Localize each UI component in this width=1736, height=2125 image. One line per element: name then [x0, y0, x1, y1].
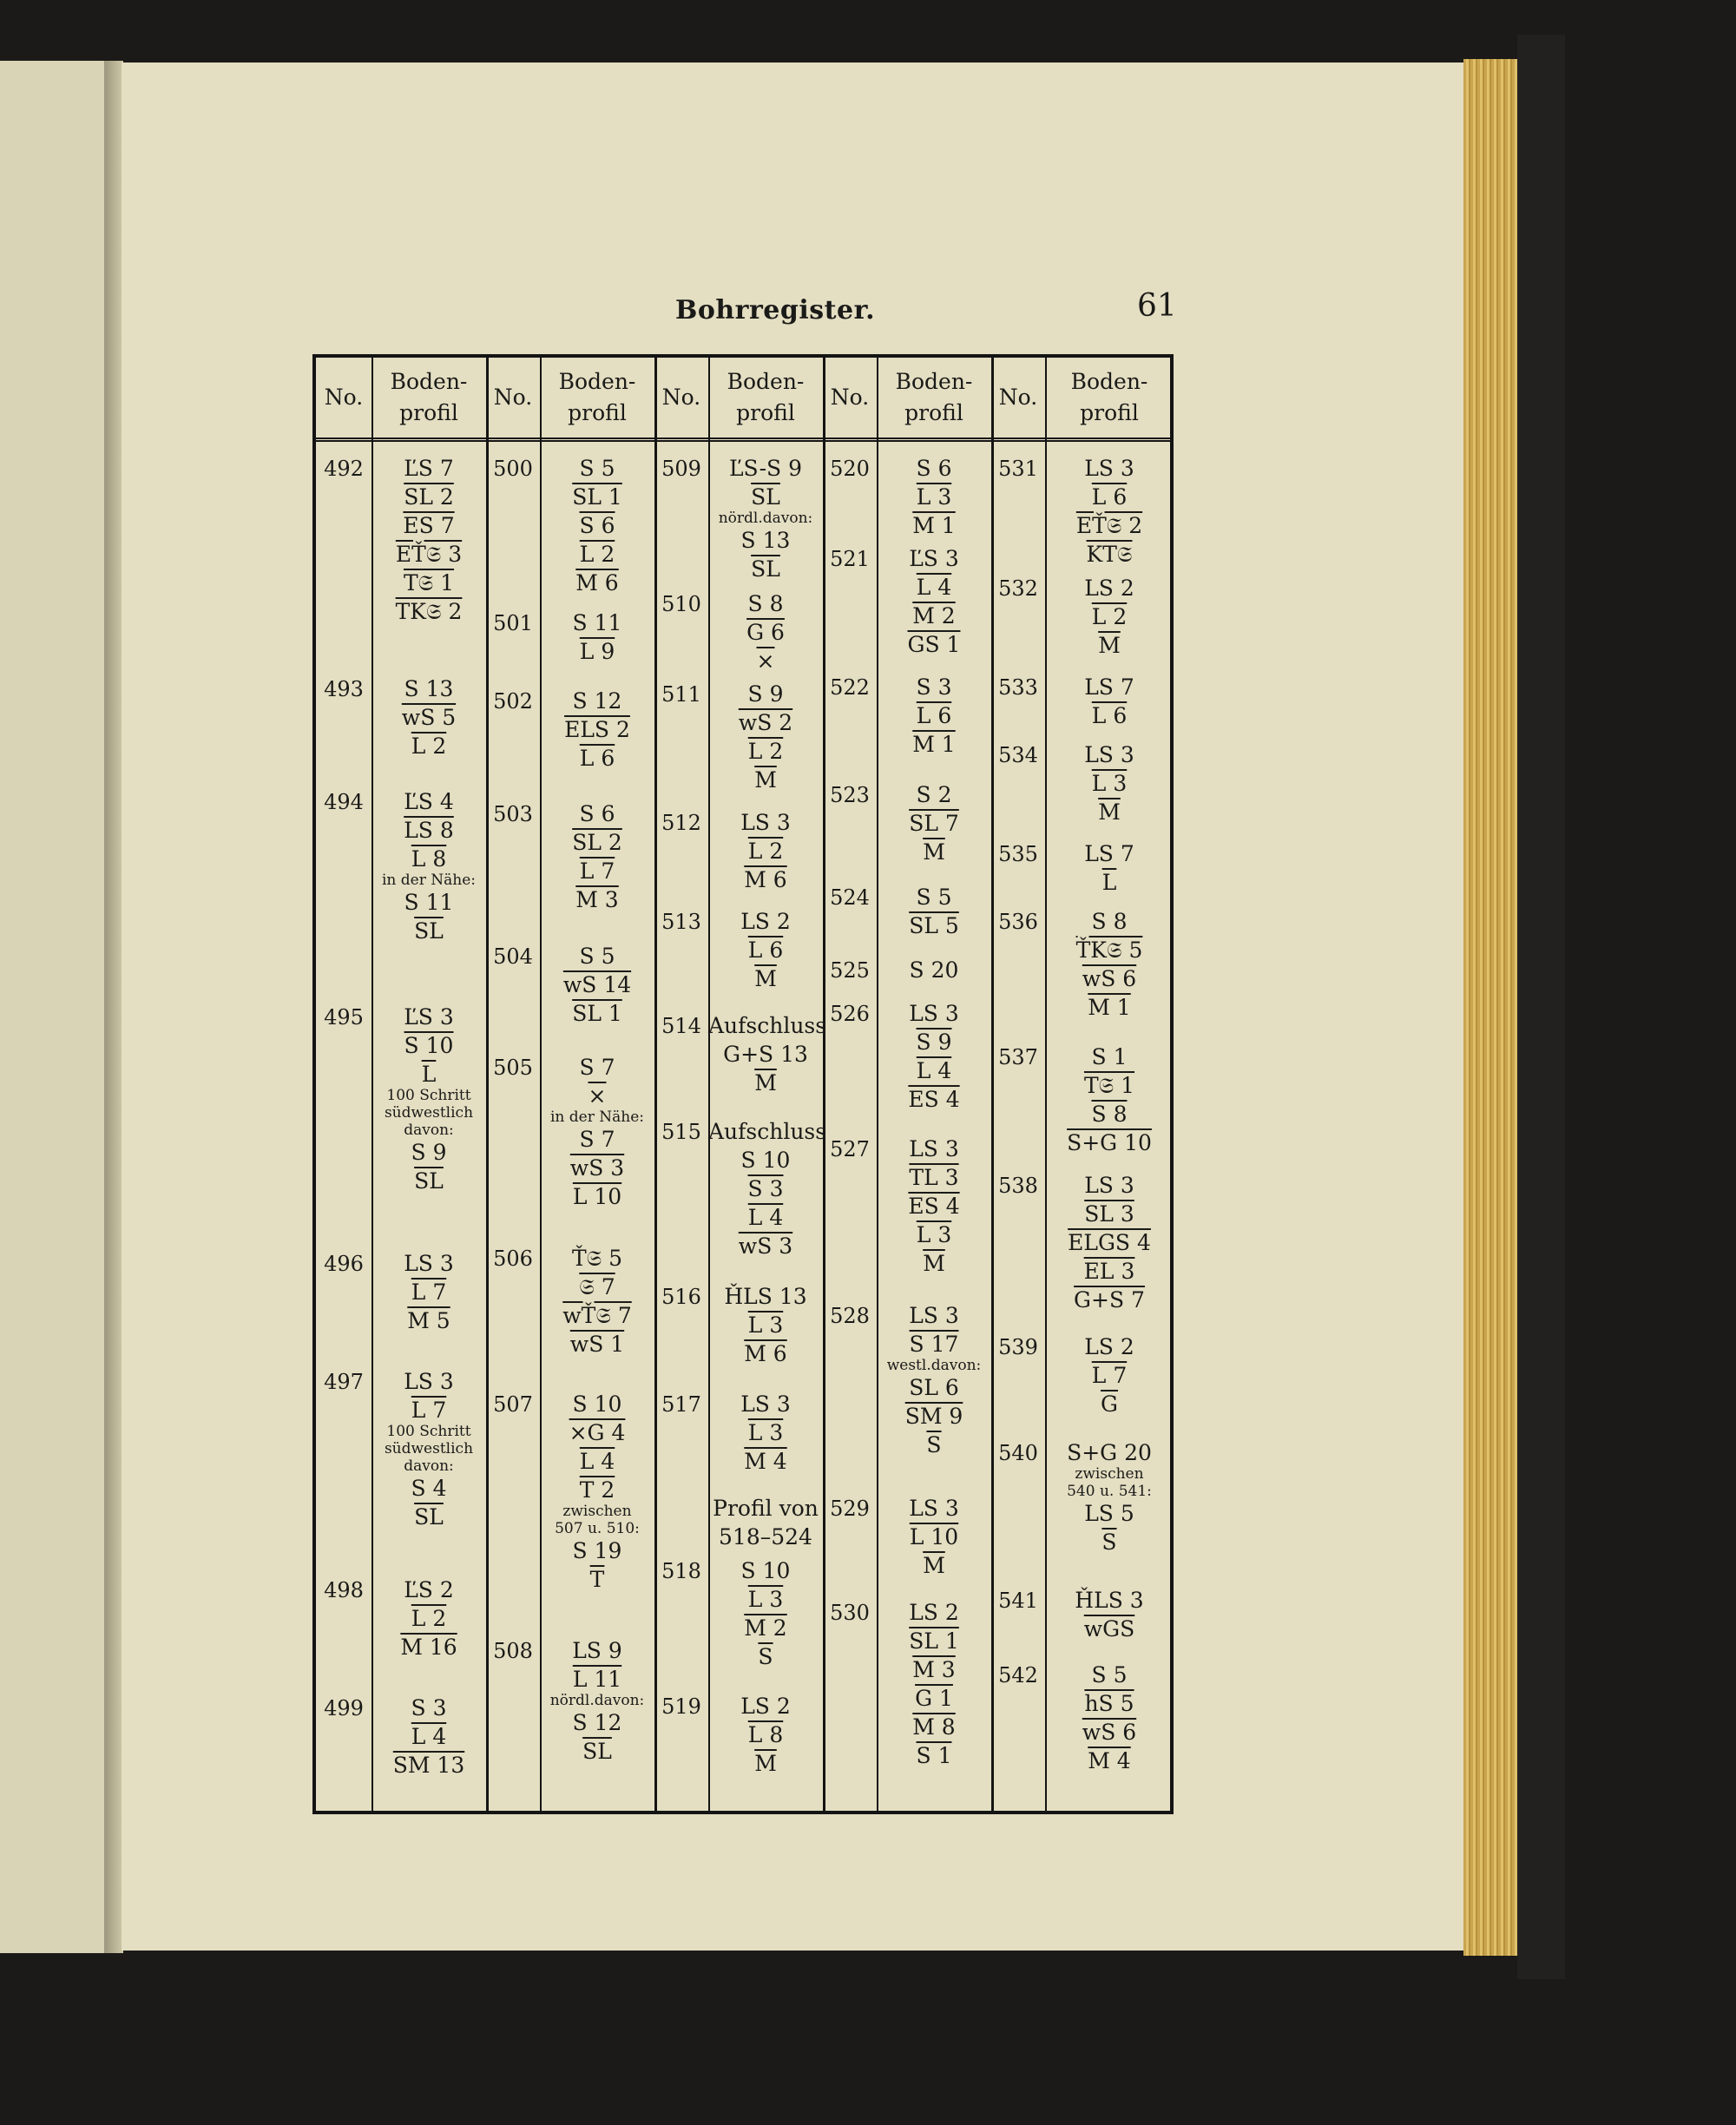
bohrung-number: 499 [324, 1696, 364, 1720]
profile-layer: SL 1 [572, 484, 622, 510]
profile-layer: L 4 [747, 1205, 784, 1230]
profile-layer: S 5 [1091, 1662, 1128, 1688]
profile-layer: TL 3 [909, 1165, 959, 1190]
bohrung-number: 531 [998, 457, 1038, 481]
profile-layer: SL 5 [909, 913, 959, 938]
profile-layer: ĽS 7 [404, 456, 454, 481]
profile-layer: $\overline{M}$ [1098, 799, 1121, 825]
profile-note: nördl.davon: [718, 510, 813, 527]
header-bodenprofil: Boden- profil [1070, 369, 1148, 425]
profile-layer: S 10 [740, 1558, 791, 1583]
column-rule [486, 358, 489, 1811]
header-no: No. [830, 385, 870, 410]
profile-layer: M 2 [744, 1615, 787, 1641]
profile-layer: wS 5 [401, 705, 457, 730]
profile-layer: EŤ𝔖 3 [395, 542, 463, 567]
profile-note: 100 Schritt [386, 1423, 471, 1440]
profile-layer: G+S 13 [723, 1042, 808, 1067]
profile-layer: hS 5 [1084, 1691, 1134, 1716]
profile-layer: SL 7 [909, 811, 959, 836]
profile-layer: SM 13 [392, 1753, 465, 1778]
profile-layer: wS 14 [562, 972, 632, 997]
profile-note: 540 u. 541: [1067, 1483, 1152, 1500]
bohrung-number: 541 [998, 1589, 1038, 1613]
profile-layer: G 6 [746, 620, 785, 645]
profile-layer: ŤK𝔖 5 [1075, 938, 1143, 963]
profile-layer: M 1 [912, 513, 956, 538]
profile-layer: T 2 [579, 1477, 615, 1503]
profile-layer: LS 2 [740, 909, 791, 934]
profile-layer: S 5 [916, 885, 952, 910]
profile-layer: LS 7 [1084, 674, 1134, 700]
profile-layer: $\overline{SL}$ [414, 1168, 444, 1194]
profile-layer: S 17 [909, 1332, 959, 1357]
bohrung-number: 529 [830, 1497, 870, 1521]
profile-layer: S 4 [411, 1476, 447, 1501]
profile-layer: $\overline{SL}$ [751, 556, 780, 582]
profile-layer: L 3 [916, 484, 952, 510]
profile-layer: L 3 [747, 1420, 784, 1445]
profile-layer: S 7 [579, 1055, 615, 1080]
bohrung-number: 496 [324, 1252, 364, 1276]
header-no: No. [493, 385, 533, 410]
profile-layer: SL 6 [909, 1375, 959, 1400]
bohrung-number: 542 [998, 1663, 1038, 1688]
profile-layer: LS 3 [909, 1496, 959, 1521]
bohrung-number: 508 [493, 1639, 533, 1663]
profile-layer: S 1 [916, 1743, 952, 1768]
profile-layer: S 3 [747, 1176, 784, 1201]
profile-layer: S 20 [909, 957, 959, 983]
profile-layer: LS 2 [740, 1694, 791, 1719]
bohrung-number: 511 [661, 682, 701, 707]
profile-layer: $\overline{M}$ [754, 1751, 777, 1776]
profile-layer: S 13 [740, 528, 791, 553]
profile-layer: L 10 [572, 1184, 622, 1209]
bohrung-number: 538 [998, 1174, 1038, 1198]
profile-layer: LS 2 [909, 1600, 959, 1625]
profile-layer: L 2 [747, 839, 784, 864]
profile-layer: L 6 [747, 938, 784, 963]
profile-layer: L 4 [411, 1724, 447, 1749]
bohrung-number: 504 [493, 944, 533, 969]
profile-layer: LS 2 [1084, 1334, 1134, 1359]
profile-note: davon: [404, 1122, 454, 1139]
profile-layer: Aufschluss [708, 1119, 827, 1144]
header-rule [316, 438, 1170, 442]
profile-layer: $\overline{L}$ [421, 1062, 437, 1087]
profile-layer: S 8 [1091, 909, 1128, 934]
profile-layer: ĽS 2 [404, 1577, 454, 1602]
profile-note: zwischen [562, 1503, 632, 1520]
profile-layer: $\overline{S}$ [926, 1432, 942, 1457]
bohrung-number: 527 [830, 1137, 870, 1161]
bohrung-number: 501 [493, 611, 533, 635]
profile-note: südwestlich [384, 1104, 474, 1122]
profile-layer: ×G 4 [569, 1420, 626, 1445]
bohrung-number: 494 [324, 790, 364, 814]
profile-layer: ȞLS 13 [724, 1284, 807, 1309]
profile-layer: S 11 [572, 610, 622, 635]
profile-layer: L 7 [411, 1280, 447, 1305]
profile-layer: S 12 [572, 1710, 622, 1735]
profile-layer: M 4 [1088, 1748, 1131, 1773]
profile-note: nördl.davon: [549, 1692, 645, 1709]
header-bodenprofil: Boden- profil [390, 369, 468, 425]
profile-layer: T𝔖 1 [1083, 1073, 1135, 1098]
profile-layer: $\overline{wGS}$ [1083, 1616, 1135, 1641]
profile-layer: ELS 2 [564, 717, 630, 742]
profile-layer: Ť𝔖 5 [571, 1246, 623, 1271]
bohrung-number: 512 [661, 811, 701, 835]
profile-layer: L 7 [579, 859, 615, 884]
profile-layer: wS 2 [738, 710, 793, 735]
profile-layer: S 7 [579, 1127, 615, 1152]
profile-layer: $\overline{M}$ [754, 767, 777, 793]
bohrung-number: 495 [324, 1005, 364, 1030]
profile-layer: S 9 [916, 1030, 952, 1055]
bohrung-number: 524 [830, 885, 870, 910]
profile-layer: M 2 [912, 603, 956, 628]
profile-layer: SM 9 [904, 1404, 963, 1429]
column-rule [654, 358, 657, 1811]
bohrung-number: 536 [998, 910, 1038, 934]
profile-layer: S 1 [1091, 1044, 1128, 1069]
profile-layer: LS 3 [404, 1251, 454, 1276]
profile-layer: S 10 [572, 1391, 622, 1417]
profile-note: davon: [404, 1457, 454, 1475]
profile-layer: wS 3 [569, 1155, 625, 1181]
bohrung-number: 509 [661, 457, 701, 481]
profile-layer: L 7 [411, 1398, 447, 1423]
profile-layer: M 5 [407, 1308, 450, 1333]
profile-layer: LS 3 [404, 1369, 454, 1394]
column-rule [823, 358, 825, 1811]
profile-layer: LS 5 [1084, 1501, 1134, 1526]
profile-layer: $\overline{S}$ [758, 1644, 773, 1669]
page-number: 61 [1137, 288, 1177, 324]
profile-layer: L 10 [909, 1524, 959, 1549]
bohrung-number: 522 [830, 675, 870, 700]
profile-layer: S 6 [916, 456, 952, 481]
profile-layer: ES 4 [908, 1194, 960, 1219]
bohrung-number: 498 [324, 1578, 364, 1602]
bohrung-number: 503 [493, 802, 533, 826]
bohrung-number: 492 [324, 457, 364, 481]
profile-layer: L 6 [1091, 703, 1128, 728]
profile-layer: S 6 [579, 801, 615, 826]
profile-layer: S 11 [404, 890, 454, 915]
profile-layer: L 7 [1091, 1363, 1128, 1388]
profile-layer: M 8 [912, 1714, 956, 1740]
profile-layer: KT𝔖 [1086, 542, 1133, 567]
profile-layer: T𝔖 1 [403, 570, 455, 595]
bohrung-number: 533 [998, 675, 1038, 700]
bohrung-number: 505 [493, 1056, 533, 1080]
profile-note: 100 Schritt [386, 1087, 471, 1104]
profile-layer: GS 1 [907, 632, 961, 657]
profile-note: zwischen [1075, 1465, 1144, 1483]
bohrung-number: 532 [998, 576, 1038, 601]
profile-layer: 518–524 [719, 1524, 812, 1549]
profile-layer: S 9 [747, 681, 784, 707]
header-bodenprofil: Boden- profil [895, 369, 973, 425]
profile-layer: ĽS 4 [404, 789, 454, 814]
running-title: Bohrregister. [675, 295, 876, 326]
profile-layer: L 6 [579, 746, 615, 771]
profile-layer: wS 3 [738, 1234, 793, 1259]
profile-layer: 𝔖 7 [579, 1274, 615, 1299]
profile-layer: M 16 [400, 1635, 457, 1660]
profile-layer: $\overline{M}$ [923, 1251, 945, 1276]
profile-layer: S 19 [572, 1538, 622, 1563]
profile-layer: wŤ𝔖 7 [562, 1303, 632, 1328]
profile-note: in der Nähe: [549, 1109, 644, 1126]
profile-layer: SL 3 [1084, 1201, 1134, 1227]
profile-layer: L 11 [572, 1667, 622, 1692]
profile-layer: SL 2 [404, 484, 454, 510]
bohrung-number: 537 [998, 1045, 1038, 1069]
profile-note: westl.davon: [886, 1357, 982, 1374]
bohrung-number: 502 [493, 689, 533, 714]
header-no: No. [661, 385, 701, 410]
bohrung-number: 500 [493, 457, 533, 481]
bohrung-number: 525 [830, 958, 870, 983]
profile-layer: EŤ𝔖 2 [1075, 513, 1143, 538]
bohrung-number: 514 [661, 1014, 701, 1038]
profile-layer: LS 2 [1084, 576, 1134, 601]
profile-layer: LS 3 [1084, 456, 1134, 481]
profile-layer: wS 6 [1082, 1720, 1137, 1745]
profile-note: in der Nähe: [381, 872, 476, 889]
bohrung-number: 513 [661, 910, 701, 934]
bohrung-number: 517 [661, 1392, 701, 1417]
profile-layer: $\overline{S}$ [1101, 1530, 1117, 1555]
profile-layer: ELGS 4 [1068, 1230, 1151, 1255]
profile-layer: G+S 7 [1074, 1287, 1145, 1312]
profile-layer: L 3 [747, 1587, 784, 1612]
profile-layer: LS 7 [1084, 841, 1134, 866]
bohrung-number: 539 [998, 1335, 1038, 1359]
bohrung-number: 515 [661, 1120, 701, 1144]
header-no: No. [998, 385, 1038, 410]
profile-layer: M 1 [1088, 995, 1131, 1020]
profile-layer: Profil von [713, 1496, 819, 1521]
bohrung-number: 528 [830, 1304, 870, 1328]
profile-layer: LS 3 [909, 1001, 959, 1026]
bohrung-number: 526 [830, 1002, 870, 1026]
profile-layer: $\overline{SL}$ [751, 484, 780, 510]
bohrung-number: 519 [661, 1694, 701, 1719]
profile-layer: $\overline{SL}$ [582, 1739, 612, 1764]
profile-layer: S 10 [404, 1033, 454, 1058]
profile-layer: $\overline{G}$ [1101, 1391, 1118, 1417]
profile-layer: M 3 [912, 1657, 956, 1682]
profile-layer: L 4 [916, 575, 952, 600]
profile-layer: $\overline{M}$ [754, 966, 777, 991]
profile-layer: $\overline{M}$ [923, 839, 945, 865]
profile-layer: L 3 [916, 1222, 952, 1247]
profile-layer: $\overline{SL}$ [414, 1504, 444, 1530]
bohrung-number: 535 [998, 842, 1038, 866]
profile-layer: S 5 [579, 456, 615, 481]
profile-layer: L 6 [916, 703, 952, 728]
profile-layer: L 8 [747, 1722, 784, 1747]
profile-layer: L 8 [411, 846, 447, 872]
profile-layer: ES 7 [403, 513, 455, 538]
profile-layer: M 6 [575, 570, 619, 595]
profile-layer: M 6 [744, 867, 787, 892]
bohrung-number: 530 [830, 1601, 870, 1625]
profile-layer: S 12 [572, 688, 622, 714]
profile-layer: S 8 [1091, 1102, 1128, 1127]
profile-layer: wS 1 [569, 1332, 625, 1357]
profile-layer: L 2 [747, 739, 784, 764]
profile-note: 507 u. 510: [555, 1520, 640, 1537]
bohrung-number: 507 [493, 1392, 533, 1417]
profile-layer: ĽS 3 [909, 546, 959, 571]
profile-layer: LS 3 [740, 1391, 791, 1417]
profile-layer: $\overline{M}$ [1098, 633, 1121, 658]
profile-layer: L 9 [579, 639, 615, 664]
profile-layer: S 8 [747, 591, 784, 616]
header-no: No. [324, 385, 364, 410]
bohrung-number: 516 [661, 1285, 701, 1309]
profile-layer: L 2 [411, 734, 447, 759]
profile-layer: LS 3 [1084, 1173, 1134, 1198]
profile-layer: S 2 [916, 782, 952, 807]
profile-layer: $\overline{SL}$ [414, 918, 444, 944]
profile-layer: S 3 [916, 674, 952, 700]
bohrung-number: 520 [830, 457, 870, 481]
profile-layer: M 1 [912, 732, 956, 757]
profile-layer: M 3 [575, 887, 619, 912]
profile-layer: L 3 [1091, 771, 1128, 796]
profile-layer: ES 4 [908, 1087, 960, 1112]
profile-layer: S 5 [579, 944, 615, 969]
bohrung-number: 521 [830, 547, 870, 571]
profile-layer: S 6 [579, 513, 615, 538]
bohrung-number: 506 [493, 1247, 533, 1271]
profile-layer: wS 6 [1082, 966, 1137, 991]
profile-layer: S+G 20 [1067, 1440, 1152, 1465]
profile-layer: LS 3 [740, 810, 791, 835]
page-header [0, 288, 1736, 347]
profile-layer: L 6 [1091, 484, 1128, 510]
profile-layer: L 2 [411, 1606, 447, 1631]
profile-layer: L 4 [916, 1058, 952, 1083]
bohrung-number: 534 [998, 743, 1038, 767]
header-bodenprofil: Boden- profil [558, 369, 636, 425]
profile-layer: S+G 10 [1067, 1130, 1152, 1155]
profile-layer: S 10 [740, 1148, 791, 1173]
header-bodenprofil: Boden- profil [727, 369, 805, 425]
profile-layer: ȞLS 3 [1075, 1588, 1144, 1613]
bohrung-number: 518 [661, 1559, 701, 1583]
profile-layer: L 4 [579, 1449, 615, 1474]
bohrung-number: 540 [998, 1441, 1038, 1465]
profile-layer: L 3 [747, 1312, 784, 1338]
bohrung-number: 497 [324, 1370, 364, 1394]
profile-layer: ĽS-S 9 [728, 456, 803, 481]
profile-layer: EL 3 [1083, 1259, 1135, 1284]
profile-layer: Aufschluss [708, 1013, 827, 1038]
profile-layer: L 2 [1091, 604, 1128, 629]
profile-layer: S 9 [411, 1140, 447, 1165]
profile-note: südwestlich [384, 1440, 474, 1457]
profile-layer: LS 3 [909, 1303, 959, 1328]
profile-layer: SL 1 [572, 1001, 622, 1026]
profile-layer: G 1 [915, 1686, 953, 1711]
bohrregister-table [312, 354, 1174, 1814]
profile-layer: $\overline{T}$ [589, 1567, 605, 1592]
bohrung-number: 510 [661, 592, 701, 616]
profile-layer: LS 3 [909, 1136, 959, 1161]
profile-layer: $\overline{L}$ [1101, 870, 1117, 895]
profile-layer: LS 3 [1084, 742, 1134, 767]
profile-layer: TK𝔖 2 [395, 599, 463, 624]
profile-layer: S 3 [411, 1695, 447, 1720]
profile-layer: M 4 [744, 1449, 787, 1474]
profile-layer: × [756, 648, 775, 674]
profile-layer: M 6 [744, 1341, 787, 1366]
bohrung-number: 523 [830, 783, 870, 807]
profile-layer: $\overline{M}$ [754, 1070, 777, 1095]
profile-layer: SL 2 [572, 830, 622, 855]
profile-layer: LS 9 [572, 1638, 622, 1663]
profile-layer: ĽS 3 [404, 1004, 454, 1030]
profile-layer: L 2 [579, 542, 615, 567]
profile-layer: $\overline{M}$ [923, 1553, 945, 1578]
profile-layer: × [588, 1083, 607, 1109]
profile-layer: S 13 [404, 676, 454, 701]
profile-layer: LS 8 [404, 818, 454, 843]
bohrung-number: 493 [324, 677, 364, 701]
profile-layer: SL 1 [909, 1628, 959, 1654]
